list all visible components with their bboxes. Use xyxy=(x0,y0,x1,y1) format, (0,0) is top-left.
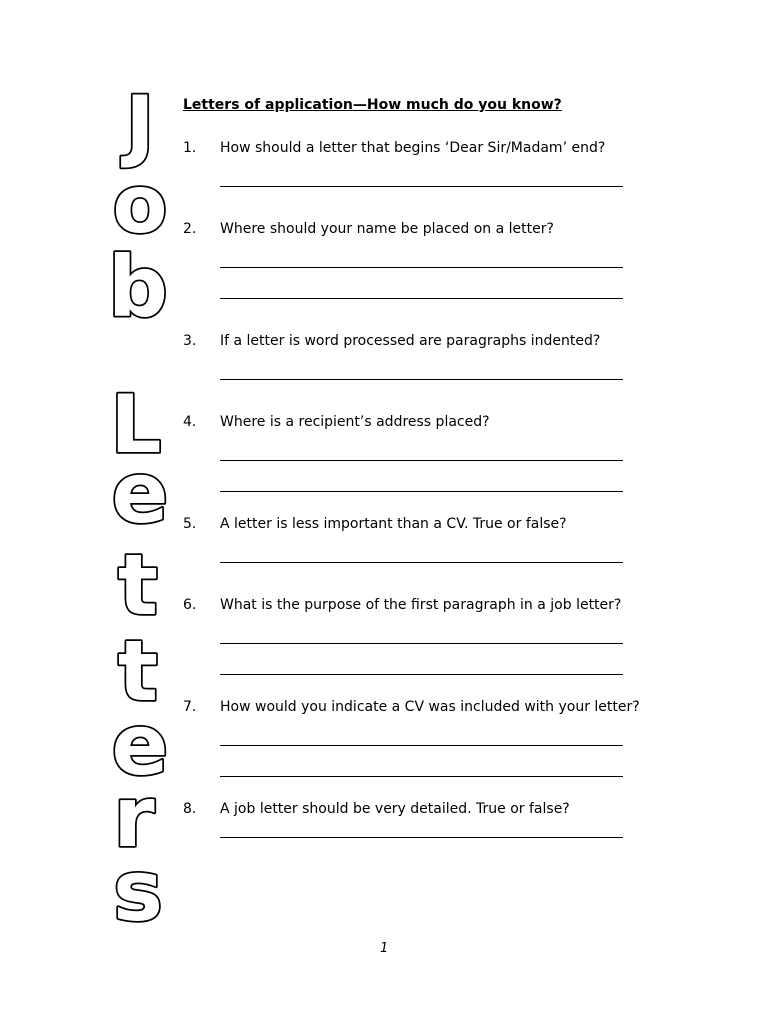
question-6-text: What is the purpose of the first paragraph in a job letter? xyxy=(220,597,622,613)
question-2-number: 2. xyxy=(183,221,197,237)
question-4-number: 4. xyxy=(183,414,197,430)
answer-line-7a[interactable] xyxy=(220,745,623,746)
side-letter-t2: t xyxy=(117,622,159,720)
answer-line-4b[interactable] xyxy=(220,491,623,492)
answer-line-3a[interactable] xyxy=(220,379,623,380)
question-3-text: If a letter is word processed are paragraphs indented? xyxy=(220,333,601,349)
question-8-text: A job letter should be very detailed. True or false? xyxy=(220,801,570,817)
question-5-number: 5. xyxy=(183,516,197,532)
side-letter-b: b xyxy=(107,238,169,336)
answer-line-7b[interactable] xyxy=(220,776,623,777)
answer-line-4a[interactable] xyxy=(220,460,623,461)
question-4-text: Where is a recipient’s address placed? xyxy=(220,414,490,430)
side-letter-r: r xyxy=(113,768,155,866)
question-2-text: Where should your name be placed on a letter? xyxy=(220,221,554,237)
side-word-svg xyxy=(0,0,190,940)
answer-line-6a[interactable] xyxy=(220,643,623,644)
question-1-text: How should a letter that begins ‘Dear Sir/Madam’ end? xyxy=(220,140,606,156)
side-word-art xyxy=(0,0,190,940)
question-7-text: How would you indicate a CV was included with your letter? xyxy=(220,699,640,715)
side-letter-j: J xyxy=(125,81,155,171)
answer-line-2b[interactable] xyxy=(220,298,623,299)
question-8-number: 8. xyxy=(183,801,197,817)
answer-line-5a[interactable] xyxy=(220,562,623,563)
worksheet-title: Letters of application—How much do you know? xyxy=(183,97,562,113)
answer-line-1a[interactable] xyxy=(220,186,623,187)
side-letter-o: o xyxy=(112,158,168,251)
question-1-number: 1. xyxy=(183,140,197,156)
question-5-text: A letter is less important than a CV. True or false? xyxy=(220,516,567,532)
answer-line-8a[interactable] xyxy=(220,837,623,838)
question-6-number: 6. xyxy=(183,597,197,613)
question-3-number: 3. xyxy=(183,333,197,349)
side-letter-l: L xyxy=(110,378,162,471)
question-7-number: 7. xyxy=(183,699,197,715)
answer-line-6b[interactable] xyxy=(220,674,623,675)
side-letter-s: s xyxy=(113,842,163,940)
page-number: 1 xyxy=(380,941,389,956)
side-letter-t1: t xyxy=(117,536,159,634)
side-letter-e1: e xyxy=(111,444,169,542)
side-letter-e2: e xyxy=(111,696,169,794)
answer-line-2a[interactable] xyxy=(220,267,623,268)
